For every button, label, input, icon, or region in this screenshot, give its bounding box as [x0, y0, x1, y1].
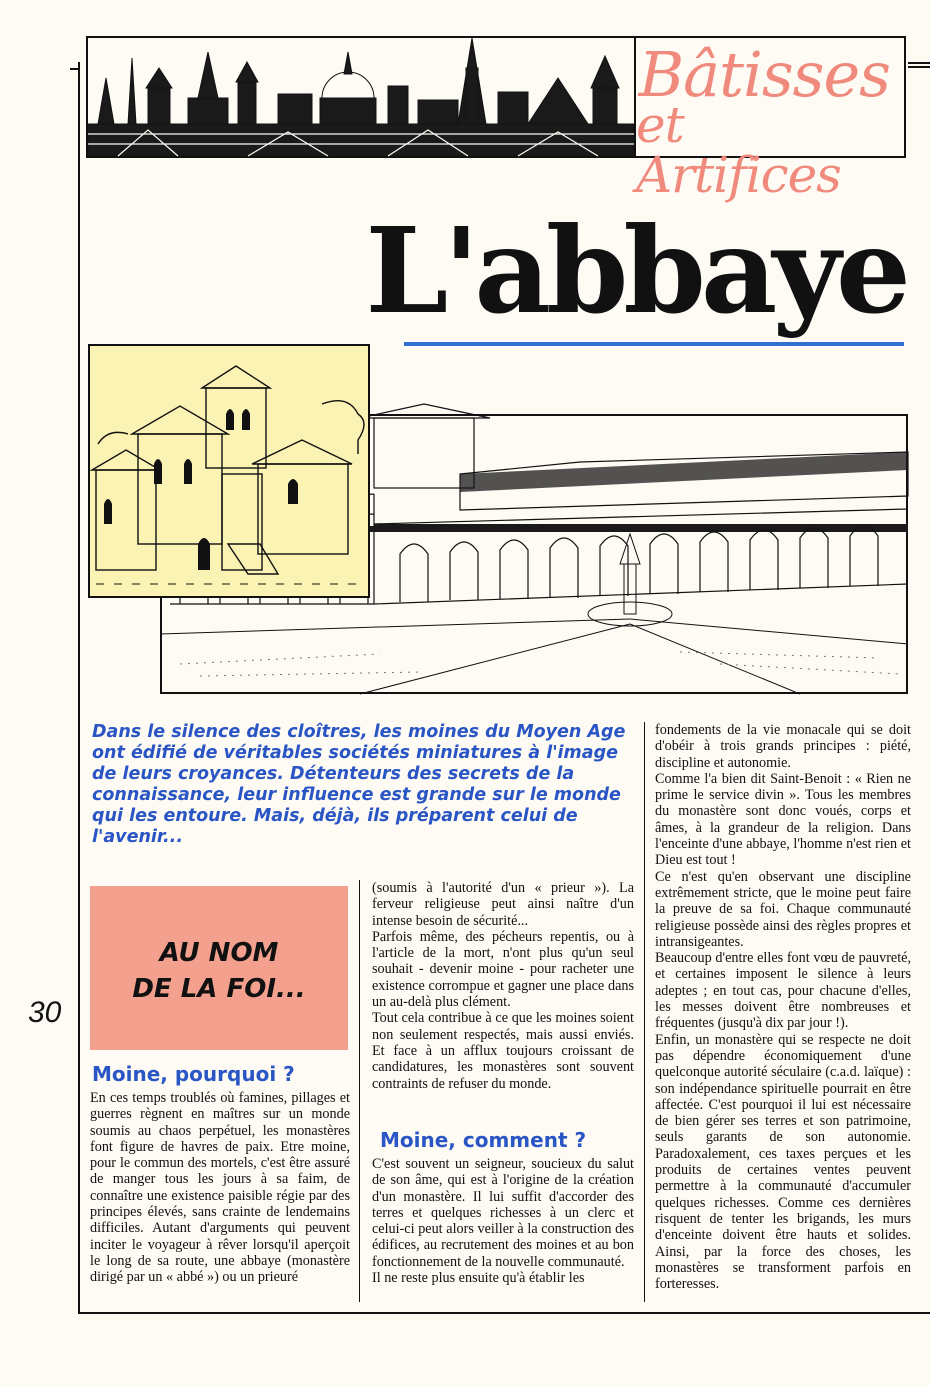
paragraph: Tout cela contribue à ce que les moines soient non seulement respectés, mais aussi enviés. Et face à un afflux toujours croissant de candidatures, les monastères sont souvent contraints de refuser du monde. — [372, 1010, 634, 1092]
frame-bottom-rule — [78, 1312, 930, 1314]
column-1-text — [90, 1090, 350, 1286]
romanesque-church-illustration — [88, 344, 370, 598]
banner-title-line2: et Artifices — [636, 96, 841, 204]
heading-moine-comment: Moine, comment ? — [380, 1128, 587, 1152]
paragraph: Beaucoup d'entre elles font vœu de pauvreté, et certaines imposent le silence à leurs adeptes ; en tout cas, pour chacune d'elles, les messes doivent être nombreuses et fréquentes (jusqu'à dix par jour !). — [655, 950, 911, 1032]
section-title-line2: DE LA FOI... — [132, 974, 306, 1004]
fantasy-city-skyline-illustration — [88, 38, 634, 156]
banner-title-box — [634, 38, 904, 204]
paragraph: Il ne reste plus ensuite qu'à établir les — [372, 1270, 585, 1287]
paragraph: Comme l'a bien dit Saint-Benoit : « Rien ne prime le service divin ». Tous les membres du monastère sont donc voués, corps et âmes, à la grandeur de la religion. Dans l'enceinte d'une abbaye, l'homme n'est rien et Dieu est tout ! — [655, 770, 911, 869]
paragraph: Enfin, un monastère qui se respecte ne doit pas dépendre économiquement d'une quelconque autorité séculaire (c.a.d. laïque) : son indépendance spirituelle pourrait en être affectée. C'est pourquoi il lui est nécessaire de bien gérer ses terres et son patrimoine, seuls garants de son autonomie. Paradoxalement, ces taxes perçues et les produits de certaines ventes peuvent permettre à la communauté d'accumuler quelques richesses. Comme ces dernières risquent de tenter les brigands, les murs d'enceinte doivent être hauts et solides. Ainsi, par la force des choses, les monastères se transforment parfois en forteresses. — [655, 1031, 911, 1293]
banner-title-line1: Bâtisses — [638, 38, 890, 111]
paragraph: Parfois même, des pécheurs repentis, ou à l'article de la mort, n'ont plus qu'un seul souhait - devenir moine - pour racheter une existence corrompue et gagner une place dans un au-delà plus clément. — [372, 928, 634, 1011]
paragraph: En ces temps troublés où famines, pillages et guerres règnent en maîtres sur un monde soumis au chaos perpétuel, les monastères font figure de havres de paix. Etre moine, pour le commun des mortels, c'est être assuré de manger tous les jours à sa faim, de connaître une existence paisible régie par des principes élevés, sans crainte de lendemains difficiles. Autant d'arguments qui peuvent inciter le voyageur à rêver lorsqu'il aperçoit le long de sa route, une abbaye (monastère dirigé par un « abbé ») ou un prieuré — [90, 1090, 350, 1286]
column-2b-text — [372, 1156, 634, 1286]
page-number: 30 — [28, 996, 62, 1029]
paragraph: (soumis à l'autorité d'un « prieur »). La ferveur religieuse peut ainsi naître d'un intense besoin de sécurité... — [372, 880, 634, 929]
frame-right-tick — [908, 62, 930, 68]
section-title-line1: AU NOM — [159, 938, 279, 968]
column-divider — [359, 880, 360, 1302]
intro-paragraph: Dans le silence des cloîtres, les moines du Moyen Age ont édifié de véritables sociétés miniatures à l'image de leurs croyances. Détenteurs des secrets de la connaissance, leur influence est grande sur le monde qui les entoure. Mais, déjà, ils préparent celui de l'avenir... — [92, 722, 626, 847]
page-title: L'abbaye — [365, 201, 906, 340]
paragraph: Ce n'est qu'en observant une discipline extrêmement stricte, que le moine peut faire la preuve de sa foi. Chaque communauté religieuse possède ainsi des règles propres et intransigeantes. — [655, 868, 911, 950]
paragraph: fondements de la vie monacale qui se doit d'obéir à trois grands principes : piété, discipline et autonomie. — [655, 722, 911, 771]
section-banner — [86, 36, 906, 204]
frame-left-rule — [78, 62, 80, 1314]
column-divider — [644, 722, 645, 1302]
column-2-text — [372, 880, 634, 1092]
heading-moine-pourquoi: Moine, pourquoi ? — [92, 1062, 295, 1086]
section-title-box — [90, 886, 348, 1050]
title-underline — [404, 342, 904, 346]
column-3-text — [655, 722, 911, 1292]
frame-tick — [70, 68, 80, 70]
paragraph: C'est souvent un seigneur, soucieux du salut de son âme, qui est à l'origine de la création d'un monastère. Il lui suffit d'accorder des terres et quelques richesses à un clerc et celui-ci peut alors veiller à la construction des édifices, au recrutement des moines et au bon fonctionnement de la nouvelle communauté. — [372, 1156, 634, 1270]
